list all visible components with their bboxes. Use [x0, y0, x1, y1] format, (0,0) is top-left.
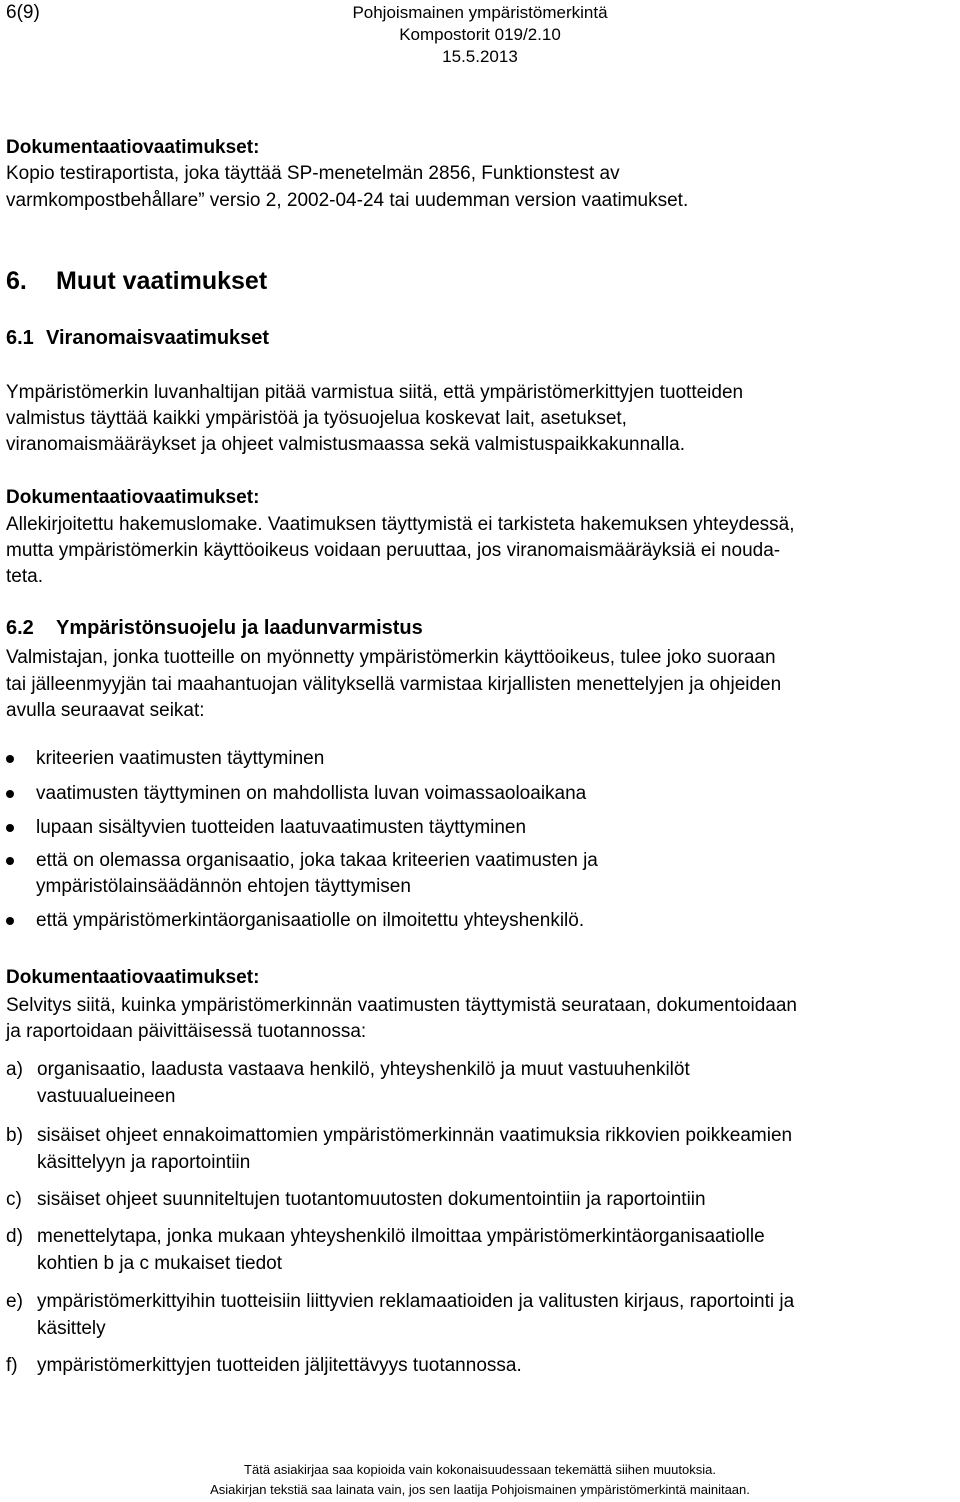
list-item-label: e) — [6, 1291, 23, 1312]
header-date: 15.5.2013 — [442, 47, 518, 66]
list-item — [0, 1352, 960, 1379]
doc-line: varmkompostbehållare” versio 2, 2002-04-24 tai uudemman version vaatimukset. — [6, 190, 689, 211]
list-item-label: b) — [6, 1125, 23, 1146]
bullet-text: että ympäristömerkintäorganisaatiolle on ilmoitettu yhteyshenkilö. — [36, 910, 585, 931]
paragraph-line: viranomaismääräykset ja ohjeet valmistusmaassa sekä valmistuspaikkakunnalla. — [6, 434, 686, 455]
paragraph-line: avulla seuraavat seikat: — [6, 700, 205, 721]
bullet-icon — [6, 790, 14, 798]
footer-line: Tätä asiakirjaa saa kopioida vain kokonaisuudessaan tekemättä siihen muutoksia. — [244, 1462, 716, 1477]
list-item-text: organisaatio, laadusta vastaava henkilö, yhteyshenkilö ja muut vastuuhenkilöt — [37, 1059, 690, 1080]
list-item-label: c) — [6, 1189, 22, 1210]
list-item-text: menettelytapa, jonka mukaan yhteyshenkilö ilmoittaa ympäristömerkintäorganisaatiolle — [37, 1226, 765, 1247]
section-6-title: Muut vaatimukset — [56, 267, 268, 295]
section-6-1-title: Viranomaisvaatimukset — [46, 327, 270, 349]
bullet-item — [0, 814, 960, 840]
bullet-text: ympäristölainsäädännön ehtojen täyttymisen — [36, 876, 411, 897]
paragraph-line: Valmistajan, jonka tuotteille on myönnetty ympäristömerkin käyttöoikeus, tulee joko suoraan — [6, 647, 776, 668]
list-item-text: ympäristömerkittyjen tuotteiden jäljitettävyys tuotannossa. — [37, 1355, 522, 1376]
doc-requirements-label: Dokumentaatiovaatimukset: — [6, 967, 260, 988]
bullet-icon — [6, 857, 14, 865]
bullet-icon — [6, 917, 14, 925]
paragraph-line: tai jälleenmyyjän tai maahantuojan välityksellä varmistaa kirjallisten menettelyjen ja ohjeiden — [6, 674, 782, 695]
bullet-item — [0, 745, 960, 771]
bullet-text: että on olemassa organisaatio, joka takaa kriteerien vaatimusten ja — [36, 850, 598, 871]
page-number: 6(9) — [6, 2, 40, 23]
doc-requirements-label: Dokumentaatiovaatimukset: — [6, 487, 260, 508]
bullet-icon — [6, 824, 14, 832]
bullet-text: lupaan sisältyvien tuotteiden laatuvaatimusten täyttyminen — [36, 817, 527, 838]
section-6-2-title: Ympäristönsuojelu ja laadunvarmistus — [56, 617, 423, 639]
doc-requirements-label: Dokumentaatiovaatimukset: — [6, 137, 260, 158]
bullet-icon — [6, 755, 14, 763]
bullet-item — [0, 847, 960, 899]
list-item-text: kohtien b ja c mukaiset tiedot — [37, 1253, 283, 1274]
section-6-2-number: 6.2 — [6, 617, 34, 639]
list-item-text: sisäiset ohjeet suunniteltujen tuotantomuutosten dokumentointiin ja raportointiin — [37, 1189, 706, 1210]
list-item-label: f) — [6, 1355, 18, 1376]
doc-line: Allekirjoitettu hakemuslomake. Vaatimuksen täyttymistä ei tarkisteta hakemuksen yhteydessä, — [6, 514, 795, 535]
list-item — [0, 1122, 960, 1176]
list-item — [0, 1288, 960, 1342]
list-item-label: d) — [6, 1226, 23, 1247]
list-item-text: käsittely — [37, 1318, 106, 1339]
bullet-item — [0, 780, 960, 806]
paragraph-line: Ympäristömerkin luvanhaltijan pitää varmistua siitä, että ympäristömerkittyjen tuotteiden — [6, 382, 744, 403]
section-6-number: 6. — [6, 267, 27, 295]
header-doc-code: Kompostorit 019/2.10 — [399, 25, 561, 44]
footer-line: Asiakirjan tekstiä saa lainata vain, jos sen laatija Pohjoismainen ympäristömerkintä mainitaan. — [210, 1482, 750, 1497]
list-item — [0, 1186, 960, 1213]
paragraph-line: valmistus täyttää kaikki ympäristöä ja työsuojelua koskevat lait, asetukset, — [6, 408, 627, 429]
bullet-item — [0, 907, 960, 933]
doc-line: Selvitys siitä, kuinka ympäristömerkinnän vaatimusten täyttymistä seurataan, dokumentoidaan — [6, 995, 797, 1016]
list-item-label: a) — [6, 1059, 23, 1080]
doc-line: Kopio testiraportista, joka täyttää SP-menetelmän 2856, Funktionstest av — [6, 163, 620, 184]
list-item — [0, 1056, 960, 1110]
list-item-text: vastuualueineen — [37, 1086, 176, 1107]
doc-line: mutta ympäristömerkin käyttöoikeus voidaan peruuttaa, jos viranomaismääräyksiä ei nouda- — [6, 540, 781, 561]
bullet-text: vaatimusten täyttyminen on mahdollista luvan voimassaoloaikana — [36, 783, 587, 804]
list-item-text: ympäristömerkittyihin tuotteisiin liittyvien reklamaatioiden ja valitusten kirjaus, raportointi ja — [37, 1291, 795, 1312]
section-6-1-number: 6.1 — [6, 327, 34, 349]
list-item-text: käsittelyyn ja raportointiin — [37, 1152, 251, 1173]
bullet-text: kriteerien vaatimusten täyttyminen — [36, 748, 325, 769]
list-item — [0, 1223, 960, 1277]
doc-line: ja raportoidaan päivittäisessä tuotannossa: — [6, 1021, 367, 1042]
doc-line: teta. — [6, 566, 43, 587]
list-item-text: sisäiset ohjeet ennakoimattomien ympäristömerkinnän vaatimuksia rikkovien poikkeamien — [37, 1125, 793, 1146]
header-org: Pohjoismainen ympäristömerkintä — [352, 3, 608, 22]
